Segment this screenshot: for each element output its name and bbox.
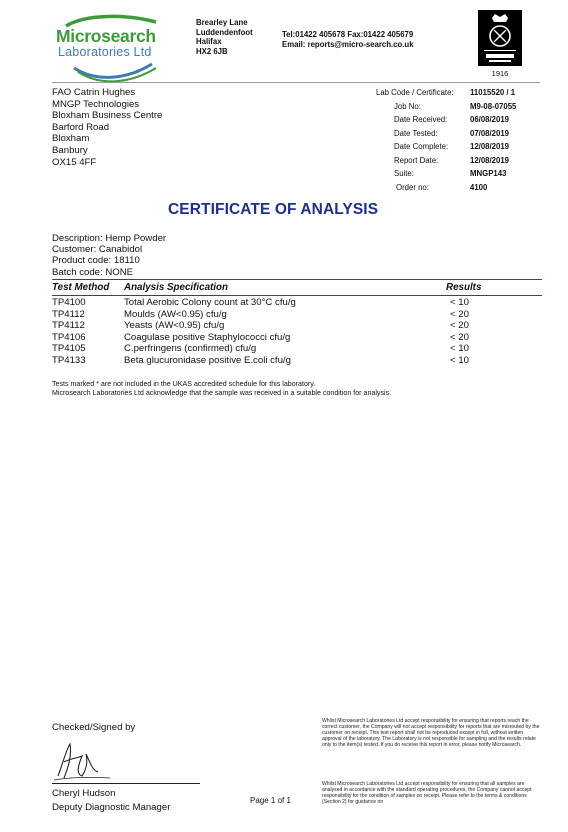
logo-subtitle: Laboratories Ltd <box>58 45 152 59</box>
detail-value-job-no: M9-08-07055 <box>470 101 517 111</box>
row-method: TP4112 <box>52 308 85 320</box>
handwritten-signature-icon <box>52 736 112 782</box>
header-test-method: Test Method <box>52 282 110 293</box>
lab-address-line: Brearley Lane <box>196 18 248 27</box>
detail-value-order-no: 4100 <box>470 182 488 192</box>
table-row <box>52 309 542 321</box>
row-spec: Yeasts (AW<0.95) cfu/g <box>124 320 225 332</box>
row-method: TP4100 <box>52 297 86 308</box>
row-spec: Coagulase positive Staphylococci cfu/g <box>124 331 291 343</box>
signer-role: Deputy Diagnostic Manager <box>52 802 171 813</box>
row-spec: C.perfringens (confirmed) cfu/g <box>124 343 257 355</box>
detail-value-lab-code: 11015520 / 1 <box>470 88 516 97</box>
table-top-rule <box>52 279 542 280</box>
disclaimer-samples: Whilst Microsearch Laboratories Ltd accept responsibility for ensuring that all samples are analysed in accordance with the standard operating procedures, the Company cannot accept responsibility for the condition of samples on receipt. Please refer to the terms & conditions (Section 2) for guidance on <box>322 781 532 806</box>
page-number: Page 1 of 1 <box>250 796 291 805</box>
detail-value-date-tested: 07/08/2019 <box>470 128 510 138</box>
signer-block <box>52 787 170 815</box>
row-spec: Moulds (AW<0.95) cfu/g <box>124 308 227 320</box>
detail-label-suite: Suite: <box>394 169 414 178</box>
disclaimer-responsibility: Whilst Microsearch Laboratories Ltd accept responsibility for ensuring that reports reach the correct customer, the Company will not accept responsibility for reports that are misrouted by the customer on receipt. This test report shall not be reproduced except in full, without written approval of the laboratory. The Laboratory is not responsible for sampling and the results relate only to the item(s) tested. If you do receive this report in error, please notify Microsearch. <box>322 718 540 749</box>
detail-label-report-date: Report Date: <box>394 155 439 165</box>
detail-label-date-received: Date Received: <box>394 115 448 124</box>
table-row <box>52 355 542 367</box>
table-row <box>52 320 542 332</box>
detail-label-job-no: Job No: <box>394 101 421 111</box>
page-title: CERTIFICATE OF ANALYSIS <box>168 201 379 218</box>
results-table-body <box>52 297 542 367</box>
lab-address-line: Luddendenfoot <box>196 27 253 37</box>
recipient-address <box>52 87 162 168</box>
table-row <box>52 297 542 309</box>
detail-label-date-tested: Date Tested: <box>394 128 438 138</box>
row-method: TP4112 <box>52 320 85 332</box>
row-result: < 10 <box>450 297 469 308</box>
recipient-line: MNGP Technologies <box>52 98 140 110</box>
report-notes <box>52 380 391 398</box>
lab-contact <box>282 30 414 50</box>
checked-signed-label: Checked/Signed by <box>52 722 136 733</box>
sample-description <box>52 233 166 278</box>
details-values <box>470 86 516 194</box>
row-method: TP4133 <box>52 354 86 366</box>
row-result: < 20 <box>450 331 469 343</box>
signer-name: Cheryl Hudson <box>52 788 116 799</box>
row-result: < 10 <box>450 354 469 366</box>
recipient-line: Bloxham Business Centre <box>52 110 163 122</box>
sample-customer-line: Customer: Canabidol <box>52 244 143 256</box>
sample-product-code-line: Product code: 18110 <box>52 255 140 267</box>
row-result: < 20 <box>450 308 469 320</box>
note-ukas-schedule: Tests marked * are not included in the UKAS accredited schedule for this laboratory. <box>52 380 316 388</box>
sample-description-line: Description: Hemp Powder <box>52 233 167 244</box>
sample-batch-code-line: Batch code: NONE <box>52 266 134 278</box>
detail-label-date-complete: Date Complete: <box>394 142 449 151</box>
ukas-number: 1916 <box>491 69 509 78</box>
header-divider <box>52 82 540 83</box>
detail-value-report-date: 12/08/2019 <box>470 155 510 165</box>
header-results: Results <box>446 282 482 293</box>
lab-address <box>196 18 253 56</box>
lab-address-line: HX2 6JB <box>196 46 228 56</box>
row-method: TP4105 <box>52 343 86 355</box>
recipient-line: Barford Road <box>52 121 110 133</box>
detail-label-order-no: Order no: <box>396 182 429 192</box>
detail-value-date-received: 06/08/2019 <box>470 115 510 124</box>
recipient-line: Bloxham <box>52 133 90 145</box>
row-spec: Beta glucuronidase positive E.coli cfu/g <box>124 354 291 366</box>
recipient-line: FAO Catrin Hughes <box>52 87 136 98</box>
recipient-line: OX15 4FF <box>52 156 97 168</box>
logo-wordmark: Microsearch <box>56 26 156 46</box>
row-result: < 10 <box>450 343 469 355</box>
detail-value-date-complete: 12/08/2019 <box>470 142 510 151</box>
lab-telephone: Tel:01422 405678 Fax:01422 405679 <box>282 30 414 39</box>
table-row <box>52 343 542 355</box>
signature-line <box>52 783 200 784</box>
lab-email: Email: reports@micro-search.co.uk <box>282 40 414 49</box>
table-header-rule <box>52 295 542 296</box>
detail-label-lab-code: Lab Code / Certificate: <box>376 88 454 97</box>
ukas-accreditation-icon <box>478 10 522 66</box>
row-spec: Total Aerobic Colony count at 30°C cfu/g <box>124 297 296 308</box>
row-result: < 20 <box>450 320 469 332</box>
recipient-line: Banbury <box>52 144 88 156</box>
lab-address-line: Halifax <box>196 37 222 47</box>
header-analysis-specification: Analysis Specification <box>124 282 228 293</box>
table-row <box>52 332 542 344</box>
note-sample-condition: Microsearch Laboratories Ltd acknowledge that the sample was received in a suitable condition for analysis. <box>52 389 392 398</box>
row-method: TP4106 <box>52 331 86 343</box>
details-labels <box>376 86 454 194</box>
detail-value-suite: MNGP143 <box>470 169 507 178</box>
